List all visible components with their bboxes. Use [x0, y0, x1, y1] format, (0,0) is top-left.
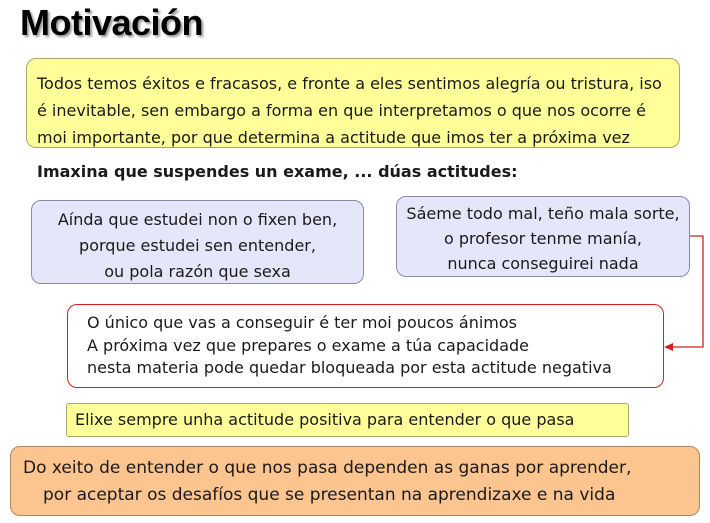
negative-attitude-line: Sáeme todo mal, teño mala sorte,	[406, 204, 680, 223]
negative-attitude-line: nunca conseguirei nada	[447, 254, 639, 273]
positive-attitude-line: Aínda que estudei non o fixen ben,	[57, 210, 338, 229]
negative-attitude-line: o profesor tenme manía,	[444, 229, 642, 248]
intro-line: moi importante, por que determina a actitude que imos ter a próxima vez	[37, 128, 630, 147]
intro-line: Todos temos éxitos e fracasos, e fronte a eles sentimos alegría ou tristura, iso	[37, 74, 662, 93]
consequence-line: A próxima vez que prepares o exame a túa capacidade	[87, 335, 529, 355]
positive-attitude-line: ou pola razón que sexa	[104, 262, 291, 281]
conclusion-box	[10, 446, 700, 516]
consequence-line: nesta materia pode quedar bloqueada por esta actitude negativa	[87, 358, 612, 377]
consequence-box	[67, 304, 664, 388]
scenario-prompt: Imaxina que suspendes un exame, ... dúas actitudes:	[37, 162, 518, 181]
positive-attitude-line: porque estudei sen entender,	[79, 236, 316, 255]
conclusion-line: por aceptar os desafíos que se presentan na aprendizaxe e na vida	[43, 485, 616, 505]
intro-line: é inevitable, sen embargo a forma en que interpretamos o que nos ocorre é	[37, 101, 646, 120]
page-title: Motivación	[20, 2, 204, 43]
conclusion-line: Do xeito de entender o que nos pasa dependen as ganas por aprender,	[23, 458, 632, 478]
consequence-line: O único que vas a conseguir é ter moi poucos ánimos	[87, 313, 518, 332]
advice-box: Elixe sempre unha actitude positiva para entender o que pasa	[66, 403, 629, 437]
